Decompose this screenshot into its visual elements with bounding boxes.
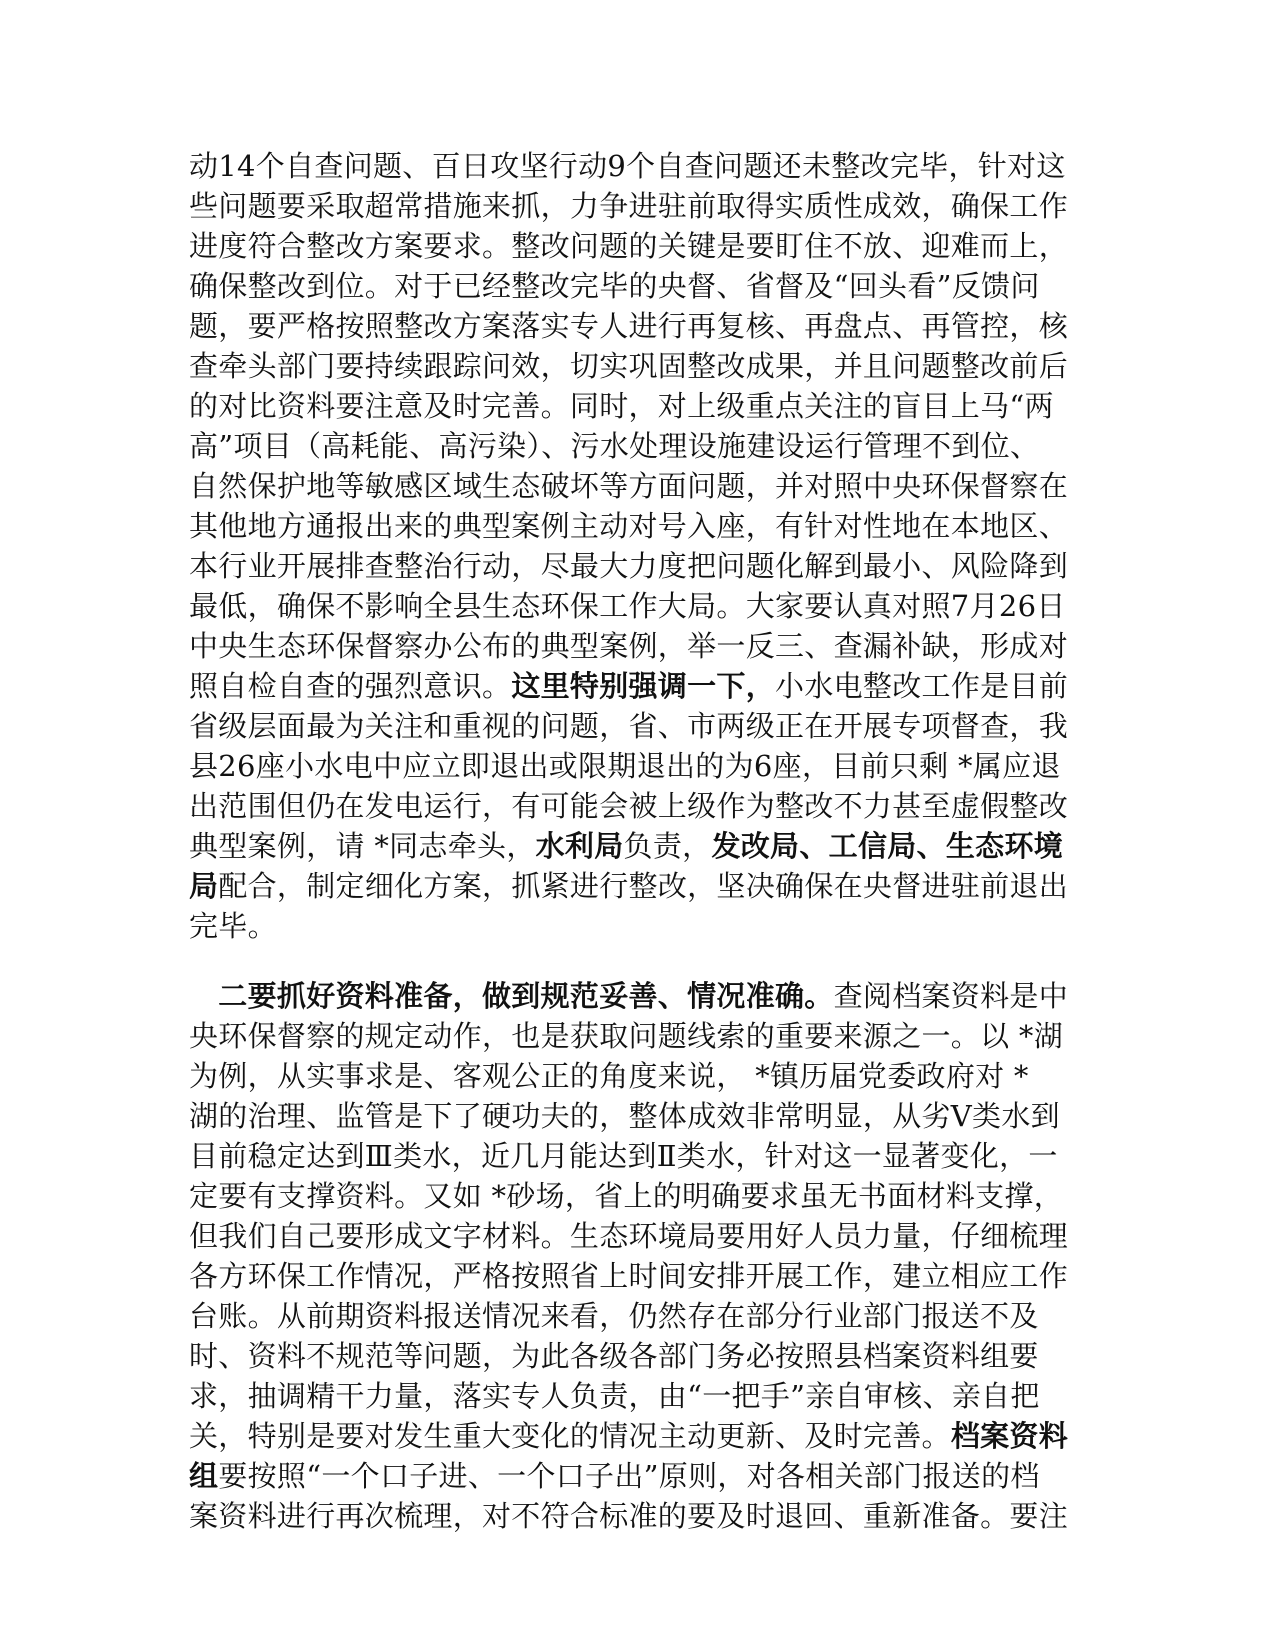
text-run: 省级层面最为关注和重视的问题，省、市两级正在开展专项督查，我 [189, 709, 1069, 743]
bold-text-run: 发改局、工信局、生态环境 [711, 829, 1064, 863]
text-line [189, 786, 1069, 826]
text-line [189, 706, 1069, 746]
text-line [189, 1456, 1069, 1496]
text-run: 案资料进行再次梳理，对不符合标准的要及时退回、重新准备。要注 [189, 1499, 1069, 1533]
text-line [189, 306, 1069, 346]
text-line [189, 466, 1069, 506]
body-text [189, 146, 1069, 1536]
text-line [189, 1056, 1069, 1096]
text-line [189, 1216, 1069, 1256]
text-line [189, 746, 1069, 786]
text-line [189, 226, 1069, 266]
text-line [189, 826, 1069, 866]
bold-text-run: 档案资料 [950, 1419, 1069, 1453]
text-run: 小水电整改工作是目前 [775, 669, 1069, 703]
paragraph-1 [189, 146, 1069, 946]
text-line [189, 186, 1069, 226]
text-run: 负责， [623, 829, 712, 863]
text-run: 央环保督察的规定动作，也是获取问题线索的重要来源之一。以 *湖 [189, 1019, 1064, 1053]
text-run: 查牵头部门要持续跟踪问效，切实巩固整改成果，并且问题整改前后 [189, 349, 1069, 383]
text-line [189, 1376, 1069, 1416]
text-run: 完毕。 [189, 909, 277, 943]
text-line [189, 426, 1069, 466]
text-run: 典型案例，请 *同志牵头， [189, 829, 536, 863]
text-run: 出范围但仍在发电运行，有可能会被上级作为整改不力甚至虚假整改 [189, 789, 1069, 823]
bold-text-run: 局 [189, 869, 219, 903]
text-run: 照自检自查的强烈意识。 [189, 669, 512, 703]
text-run: 高”项目（高耗能、高污染）、污水处理设施建设运行管理不到位、 [189, 429, 1040, 463]
text-run: 些问题要采取超常措施来抓，力争进驻前取得实质性成效，确保工作 [189, 189, 1069, 223]
text-run: 目前稳定达到Ⅲ类水，近几月能达到Ⅱ类水，针对这一显著变化，一 [189, 1139, 1058, 1173]
text-run: 台账。从前期资料报送情况来看，仍然存在部分行业部门报送不及 [189, 1299, 1039, 1333]
text-run: 县26座小水电中应立即退出或限期退出的为6座，目前只剩 *属应退 [189, 749, 1061, 783]
text-run: 关，特别是要对发生重大变化的情况主动更新、及时完善。 [189, 1419, 951, 1453]
text-line [189, 1336, 1069, 1376]
text-run: 中央生态环保督察办公布的典型案例，举一反三、查漏补缺，形成对 [189, 629, 1069, 663]
text-run: 求，抽调精干力量，落实专人负责，由“一把手”亲自审核、亲自把 [189, 1379, 1040, 1413]
text-run: 进度符合整改方案要求。整改问题的关键是要盯住不放、迎难而上， [189, 229, 1069, 263]
text-run: 要按照“一个口子进、一个口子出”原则，对各相关部门报送的档 [218, 1459, 1040, 1493]
text-run: 时、资料不规范等问题，为此各级各部门务必按照县档案资料组要 [189, 1339, 1039, 1373]
text-run: 配合，制定细化方案，抓紧进行整改，坚决确保在央督进驻前退出 [218, 869, 1069, 903]
text-line [189, 866, 1069, 906]
text-run: 的对比资料要注意及时完善。同时，对上级重点关注的盲目上马“两 [189, 389, 1054, 423]
text-run: 定要有支撑资料。又如 *砂场，省上的明确要求虽无书面材料支撑， [189, 1179, 1064, 1213]
text-run: 查阅档案资料是中 [833, 979, 1069, 1013]
text-line [189, 906, 1069, 946]
text-run: 各方环保工作情况，严格按照省上时间安排开展工作，建立相应工作 [189, 1259, 1069, 1293]
text-line [189, 266, 1069, 306]
text-line [189, 1016, 1069, 1056]
text-line [189, 1416, 1069, 1456]
text-run: 本行业开展排查整治行动，尽最大力度把问题化解到最小、风险降到 [189, 549, 1069, 583]
bold-text-run: 二要抓好资料准备，做到规范妥善、情况准确。 [189, 979, 834, 1013]
text-line [189, 146, 1069, 186]
text-line [189, 1296, 1069, 1336]
text-line [189, 546, 1069, 586]
paragraph-2 [189, 976, 1069, 1536]
paragraph-gap [189, 946, 1069, 976]
text-line [189, 666, 1069, 706]
bold-text-run: 组 [189, 1459, 219, 1493]
text-run: 为例，从实事求是、客观公正的角度来说， *镇历届党委政府对 * [189, 1059, 1029, 1093]
text-run: 题，要严格按照整改方案落实专人进行再复核、再盘点、再管控，核 [189, 309, 1069, 343]
bold-text-run: 这里特别强调一下， [511, 669, 776, 703]
text-run: 湖的治理、监管是下了硬功夫的，整体成效非常明显，从劣Ⅴ类水到 [189, 1099, 1060, 1133]
text-run: 确保整改到位。对于已经整改完毕的央督、省督及“回头看”反馈问 [189, 269, 1040, 303]
text-run: 动14个自查问题、百日攻坚行动9个自查问题还未整改完毕，针对这 [189, 149, 1066, 183]
text-run: 但我们自己要形成文字材料。生态环境局要用好人员力量，仔细梳理 [189, 1219, 1069, 1253]
text-run: 自然保护地等敏感区域生态破坏等方面问题，并对照中央环保督察在 [189, 469, 1069, 503]
text-line [189, 586, 1069, 626]
text-line [189, 1256, 1069, 1296]
text-run: 最低，确保不影响全县生态环保工作大局。大家要认真对照7月26日 [189, 589, 1066, 623]
text-line [189, 386, 1069, 426]
text-line [189, 1176, 1069, 1216]
text-line [189, 1136, 1069, 1176]
text-line [189, 976, 1069, 1016]
text-run: 其他地方通报出来的典型案例主动对号入座，有针对性地在本地区、 [189, 509, 1069, 543]
text-line [189, 1096, 1069, 1136]
bold-text-run: 水利局 [535, 829, 624, 863]
text-line [189, 1496, 1069, 1536]
text-line [189, 346, 1069, 386]
text-line [189, 626, 1069, 666]
text-line [189, 506, 1069, 546]
